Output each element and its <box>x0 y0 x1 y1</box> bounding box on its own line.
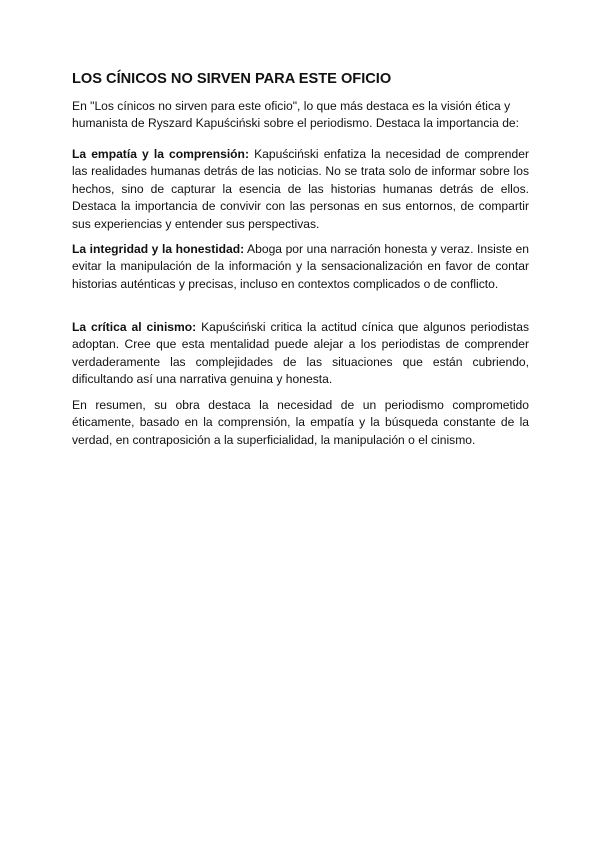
section-critica <box>72 319 529 389</box>
section-integridad <box>72 241 529 293</box>
section-heading: La empatía y la comprensión: <box>72 147 249 161</box>
section-text: Kapuściński critica la actitud cínica que algunos periodistas adoptan. Cree que esta mentalidad puede alejar a los periodistas de comprender verdaderamente las complejidades de las situaciones que están cubriendo, dificultando así una narrativa genuina y honesta. <box>72 320 530 387</box>
section-empatia <box>72 146 529 233</box>
section-heading: La crítica al cinismo: <box>72 320 197 334</box>
section-text: Aboga por una narración honesta y veraz. Insiste en evitar la manipulación de la información y la sensacionalización en favor de contar historias auténticas y precisas, incluso en contextos complicados o de conflicto. <box>72 242 529 291</box>
intro-paragraph: En "Los cínicos no sirven para este oficio", lo que más destaca es la visión ética y humanista de Ryszard Kapuściński sobre el periodismo. Destaca la importancia de: <box>72 99 520 131</box>
section-heading: La integridad y la honestidad: <box>72 242 245 256</box>
document-title: LOS CÍNICOS NO SIRVEN PARA ESTE OFICIO <box>72 71 392 87</box>
section-text: Kapuściński enfatiza la necesidad de comprender las realidades humanas detrás de las noticias. No se trata solo de informar sobre los hechos, sino de capturar la esencia de las historias humanas detrás de ellos. Destaca la importancia de convivir con las personas en sus entornos, de compartir sus experiencias y entender sus perspectivas. <box>72 147 529 231</box>
conclusion-paragraph: En resumen, su obra destaca la necesidad de un periodismo comprometido éticamente, basado en la comprensión, la empatía y la búsqueda constante de la verdad, en contraposición a la superficialidad, la manipulación o el cinismo. <box>72 398 529 447</box>
